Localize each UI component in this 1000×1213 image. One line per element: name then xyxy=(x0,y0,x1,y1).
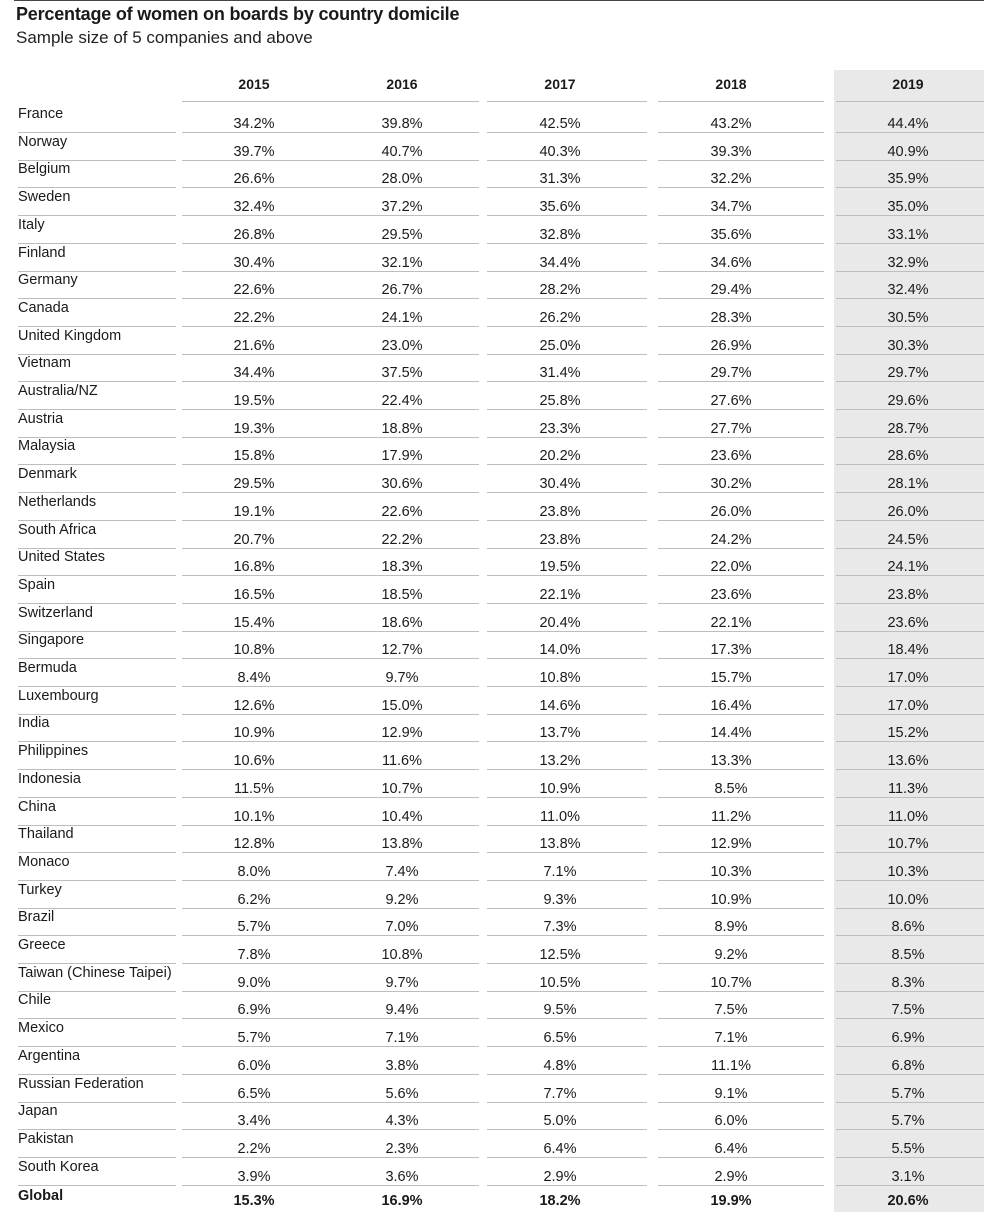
value-cell-2017: 23.8% xyxy=(539,531,581,548)
country-label: France xyxy=(18,106,64,122)
value-cell-2018: 19.9% xyxy=(710,1193,752,1210)
value-cell-2018: 16.4% xyxy=(710,697,752,714)
value-cell-2016: 12.9% xyxy=(381,725,423,742)
value-cell-2016: 18.3% xyxy=(381,559,423,576)
value-cell-2018: 27.7% xyxy=(710,420,752,437)
table-row xyxy=(0,161,1000,188)
value-cell-2017: 40.3% xyxy=(539,143,581,160)
country-label: Canada xyxy=(18,299,69,316)
value-cell-2017: 25.8% xyxy=(539,393,581,409)
table-row xyxy=(0,217,1000,244)
value-cell-2015: 10.8% xyxy=(233,642,275,659)
value-cell-2019: 6.8% xyxy=(891,1057,925,1074)
value-cell-2015: 3.9% xyxy=(237,1168,271,1185)
value-cell-2019: 10.3% xyxy=(887,863,929,880)
value-cell-2018: 8.5% xyxy=(714,780,748,797)
value-cell-2019: 11.0% xyxy=(887,808,929,825)
table-row xyxy=(0,992,1000,1019)
value-cell-2015: 15.4% xyxy=(233,614,275,631)
country-label: Germany xyxy=(18,272,78,289)
table-row xyxy=(0,743,1000,770)
country-label: Sweden xyxy=(18,189,71,206)
table-row xyxy=(0,854,1000,881)
country-label: Malaysia xyxy=(18,438,76,455)
value-cell-2018: 34.7% xyxy=(710,199,752,216)
value-cell-2015: 8.0% xyxy=(237,863,271,880)
table-row xyxy=(0,383,1000,410)
country-label: Thailand xyxy=(18,826,74,843)
table-row xyxy=(0,882,1000,909)
value-cell-2016: 10.4% xyxy=(381,808,423,825)
value-cell-2017: 13.8% xyxy=(539,836,581,853)
value-cell-2018: 29.7% xyxy=(710,365,752,382)
value-cell-2016: 29.5% xyxy=(381,226,423,243)
value-cell-2019: 20.6% xyxy=(887,1193,929,1210)
value-cell-2015: 16.8% xyxy=(233,559,275,576)
table-row xyxy=(0,1131,1000,1158)
country-label: Greece xyxy=(18,937,66,953)
top-rule xyxy=(14,0,984,1)
table-row xyxy=(0,1076,1000,1103)
value-cell-2015: 32.4% xyxy=(233,199,275,216)
value-cell-2016: 40.7% xyxy=(381,143,423,160)
value-cell-2019: 32.9% xyxy=(887,254,929,271)
table-row xyxy=(0,272,1000,299)
value-cell-2019: 15.2% xyxy=(887,725,929,742)
country-label: Austria xyxy=(18,410,64,427)
value-cell-2016: 7.1% xyxy=(385,1030,419,1047)
value-cell-2017: 10.9% xyxy=(539,780,581,797)
country-label: Chile xyxy=(18,992,52,1009)
value-cell-2015: 10.6% xyxy=(233,753,275,770)
value-cell-2018: 28.3% xyxy=(710,309,752,326)
country-label: Belgium xyxy=(18,161,71,178)
value-cell-2019: 40.9% xyxy=(887,143,929,160)
country-label: China xyxy=(18,798,56,815)
country-label: Global xyxy=(18,1188,64,1205)
table-row xyxy=(0,355,1000,382)
value-cell-2019: 29.6% xyxy=(887,393,929,409)
value-cell-2015: 30.4% xyxy=(233,254,275,271)
value-cell-2015: 22.2% xyxy=(233,309,275,326)
value-cell-2016: 26.7% xyxy=(381,282,423,299)
value-cell-2016: 18.8% xyxy=(381,420,423,437)
value-cell-2015: 5.7% xyxy=(237,1030,271,1047)
value-cell-2018: 12.9% xyxy=(710,836,752,853)
value-cell-2017: 23.3% xyxy=(539,420,581,437)
value-cell-2018: 24.2% xyxy=(710,531,752,548)
value-cell-2017: 9.5% xyxy=(543,1002,577,1019)
table-row xyxy=(0,189,1000,216)
table-row xyxy=(0,605,1000,632)
value-cell-2016: 7.4% xyxy=(385,863,419,880)
table-row xyxy=(0,1159,1000,1186)
table-row xyxy=(0,799,1000,826)
value-cell-2018: 6.4% xyxy=(714,1140,748,1157)
value-cell-2015: 3.4% xyxy=(237,1113,271,1130)
chart-title: Percentage of women on boards by country domicile xyxy=(16,4,460,24)
value-cell-2018: 23.6% xyxy=(710,448,752,465)
value-cell-2019: 28.1% xyxy=(887,476,929,493)
table-row xyxy=(0,715,1000,742)
value-cell-2016: 39.8% xyxy=(381,116,423,132)
table-row xyxy=(0,1048,1000,1075)
value-cell-2015: 12.8% xyxy=(233,836,275,853)
table-row xyxy=(0,660,1000,687)
value-cell-2018: 8.9% xyxy=(714,919,748,936)
value-cell-2017: 14.6% xyxy=(539,697,581,714)
value-cell-2019: 35.0% xyxy=(887,199,929,216)
country-label: Luxembourg xyxy=(18,687,99,704)
value-cell-2019: 33.1% xyxy=(887,226,929,243)
value-cell-2016: 3.6% xyxy=(385,1168,419,1185)
value-cell-2015: 16.5% xyxy=(233,586,275,603)
table-row xyxy=(0,134,1000,161)
value-cell-2018: 13.3% xyxy=(710,753,752,770)
value-cell-2016: 22.2% xyxy=(381,531,423,548)
value-cell-2017: 6.4% xyxy=(543,1140,577,1157)
value-cell-2018: 9.2% xyxy=(714,947,748,963)
value-cell-2017: 7.3% xyxy=(543,919,577,936)
country-label: Japan xyxy=(18,1103,58,1120)
header-rule xyxy=(335,101,479,102)
value-cell-2017: 20.4% xyxy=(539,614,581,631)
value-cell-2015: 22.6% xyxy=(233,282,275,299)
value-cell-2015: 21.6% xyxy=(233,337,275,354)
table-row xyxy=(0,826,1000,853)
country-label: Mexico xyxy=(18,1020,64,1037)
value-cell-2015: 10.9% xyxy=(233,725,275,742)
value-cell-2015: 8.4% xyxy=(237,670,271,686)
country-label: Italy xyxy=(18,216,45,233)
value-cell-2018: 10.3% xyxy=(710,863,752,880)
country-label: Pakistan xyxy=(18,1130,74,1147)
value-cell-2015: 15.8% xyxy=(233,448,275,465)
value-cell-2015: 6.2% xyxy=(237,891,271,908)
value-cell-2019: 5.7% xyxy=(891,1085,925,1102)
value-cell-2019: 11.3% xyxy=(887,780,929,797)
table-row xyxy=(0,771,1000,798)
value-cell-2018: 10.7% xyxy=(710,974,752,991)
value-cell-2015: 11.5% xyxy=(233,780,275,797)
value-cell-2018: 32.2% xyxy=(710,171,752,188)
value-cell-2019: 28.7% xyxy=(887,420,929,437)
value-cell-2019: 30.5% xyxy=(887,309,929,326)
value-cell-2018: 15.7% xyxy=(710,670,752,686)
value-cell-2019: 28.6% xyxy=(887,448,929,465)
value-cell-2018: 9.1% xyxy=(714,1085,748,1102)
table-row xyxy=(0,577,1000,604)
value-cell-2018: 23.6% xyxy=(710,586,752,603)
table-row xyxy=(0,909,1000,936)
country-label: Philippines xyxy=(18,743,89,760)
value-cell-2017: 2.9% xyxy=(543,1168,577,1185)
value-cell-2018: 27.6% xyxy=(710,393,752,409)
value-cell-2016: 37.2% xyxy=(381,199,423,216)
value-cell-2019: 26.0% xyxy=(887,503,929,520)
value-cell-2016: 13.8% xyxy=(381,836,423,853)
value-cell-2019: 7.5% xyxy=(891,1002,925,1019)
value-cell-2018: 14.4% xyxy=(710,725,752,742)
value-cell-2016: 22.4% xyxy=(381,393,423,409)
value-cell-2015: 19.5% xyxy=(233,393,275,409)
country-label: Brazil xyxy=(18,909,55,926)
country-label: Singapore xyxy=(18,632,85,649)
value-cell-2017: 28.2% xyxy=(539,282,581,299)
value-cell-2017: 4.8% xyxy=(543,1057,577,1074)
value-cell-2019: 24.1% xyxy=(887,559,929,576)
value-cell-2019: 17.0% xyxy=(887,697,929,714)
value-cell-2019: 10.7% xyxy=(887,836,929,853)
country-label: Norway xyxy=(18,133,68,150)
value-cell-2018: 26.0% xyxy=(710,503,752,520)
value-cell-2015: 26.6% xyxy=(233,171,275,188)
country-label: United Kingdom xyxy=(18,327,122,344)
value-cell-2017: 10.5% xyxy=(539,974,581,991)
value-cell-2019: 8.6% xyxy=(891,919,925,936)
value-cell-2016: 22.6% xyxy=(381,503,423,520)
value-cell-2015: 2.2% xyxy=(237,1140,271,1157)
value-cell-2016: 2.3% xyxy=(385,1140,419,1157)
country-label: Australia/NZ xyxy=(18,383,98,399)
value-cell-2018: 43.2% xyxy=(710,116,752,132)
header-rule xyxy=(182,101,350,102)
value-cell-2019: 23.6% xyxy=(887,614,929,631)
value-cell-2018: 7.1% xyxy=(714,1030,748,1047)
value-cell-2019: 30.3% xyxy=(887,337,929,354)
value-cell-2018: 26.9% xyxy=(710,337,752,354)
column-header-2019: 2019 xyxy=(892,76,924,92)
country-label: South Korea xyxy=(18,1158,99,1175)
value-cell-2017: 25.0% xyxy=(539,337,581,354)
value-cell-2018: 11.1% xyxy=(710,1057,752,1074)
value-cell-2017: 19.5% xyxy=(539,559,581,576)
value-cell-2017: 5.0% xyxy=(543,1113,577,1130)
country-label: Finland xyxy=(18,244,66,261)
value-cell-2015: 29.5% xyxy=(233,476,275,493)
value-cell-2019: 32.4% xyxy=(887,282,929,299)
country-label: Netherlands xyxy=(18,493,97,510)
table-row xyxy=(0,245,1000,272)
value-cell-2019: 8.5% xyxy=(891,947,925,963)
value-cell-2017: 9.3% xyxy=(543,891,577,908)
value-cell-2016: 9.2% xyxy=(385,891,419,908)
value-cell-2019: 6.9% xyxy=(891,1030,925,1047)
column-header-2016: 2016 xyxy=(386,76,418,92)
value-cell-2017: 26.2% xyxy=(539,309,581,326)
table-row xyxy=(0,549,1000,576)
value-cell-2015: 6.0% xyxy=(237,1057,271,1074)
column-header-2015: 2015 xyxy=(238,76,270,92)
country-label: Switzerland xyxy=(18,604,93,621)
table-row xyxy=(0,494,1000,521)
table-row xyxy=(0,438,1000,465)
value-cell-2019: 17.0% xyxy=(887,670,929,686)
value-cell-2016: 17.9% xyxy=(381,448,423,465)
value-cell-2017: 10.8% xyxy=(539,670,581,686)
value-cell-2015: 39.7% xyxy=(233,143,275,160)
value-cell-2015: 12.6% xyxy=(233,697,275,714)
column-header-2017: 2017 xyxy=(544,76,576,92)
value-cell-2017: 7.1% xyxy=(543,863,577,880)
value-cell-2016: 4.3% xyxy=(385,1113,419,1130)
value-cell-2016: 5.6% xyxy=(385,1085,419,1102)
value-cell-2016: 18.5% xyxy=(381,586,423,603)
value-cell-2016: 32.1% xyxy=(381,254,423,271)
country-label: Russian Federation xyxy=(18,1075,144,1092)
value-cell-2018: 35.6% xyxy=(710,226,752,243)
country-label: Turkey xyxy=(18,881,62,898)
country-label: United States xyxy=(18,549,106,566)
table-row xyxy=(0,522,1000,549)
country-label: Spain xyxy=(18,576,56,593)
country-label: Indonesia xyxy=(18,770,81,787)
value-cell-2015: 5.7% xyxy=(237,919,271,936)
value-cell-2017: 14.0% xyxy=(539,642,581,659)
table-row xyxy=(0,688,1000,715)
table-row xyxy=(0,300,1000,327)
value-cell-2015: 26.8% xyxy=(233,226,275,243)
value-cell-2015: 9.0% xyxy=(237,974,271,991)
value-cell-2016: 30.6% xyxy=(381,476,423,493)
value-cell-2017: 34.4% xyxy=(539,254,581,271)
country-label: Monaco xyxy=(18,853,70,870)
value-cell-2017: 11.0% xyxy=(539,808,581,825)
header-rule xyxy=(658,101,824,102)
value-cell-2019: 44.4% xyxy=(887,116,929,132)
value-cell-2016: 28.0% xyxy=(381,171,423,188)
value-cell-2016: 10.8% xyxy=(381,947,423,963)
value-cell-2016: 10.7% xyxy=(381,780,423,797)
value-cell-2015: 20.7% xyxy=(233,531,275,548)
header-rule xyxy=(487,101,647,102)
country-label: Denmark xyxy=(18,466,77,483)
country-label: South Africa xyxy=(18,521,97,538)
value-cell-2015: 19.3% xyxy=(233,420,275,437)
value-cell-2016: 7.0% xyxy=(385,919,419,936)
value-cell-2017: 6.5% xyxy=(543,1030,577,1047)
value-cell-2019: 5.5% xyxy=(891,1140,925,1157)
value-cell-2015: 6.9% xyxy=(237,1002,271,1019)
table-row xyxy=(0,1020,1000,1047)
value-cell-2016: 16.9% xyxy=(381,1193,423,1210)
value-cell-2016: 37.5% xyxy=(381,365,423,382)
value-cell-2018: 11.2% xyxy=(710,808,752,825)
column-header-2018: 2018 xyxy=(715,76,747,92)
value-cell-2015: 6.5% xyxy=(237,1085,271,1102)
table-row xyxy=(0,106,1000,133)
value-cell-2015: 10.1% xyxy=(233,808,275,825)
value-cell-2017: 35.6% xyxy=(539,199,581,216)
chart-subtitle: Sample size of 5 companies and above xyxy=(16,28,313,47)
value-cell-2018: 10.9% xyxy=(710,891,752,908)
value-cell-2017: 20.2% xyxy=(539,448,581,465)
value-cell-2017: 42.5% xyxy=(539,116,581,132)
value-cell-2017: 30.4% xyxy=(539,476,581,493)
value-cell-2018: 22.0% xyxy=(710,559,752,576)
value-cell-2019: 18.4% xyxy=(887,642,929,659)
value-cell-2016: 15.0% xyxy=(381,697,423,714)
value-cell-2015: 34.4% xyxy=(233,365,275,382)
value-cell-2017: 18.2% xyxy=(539,1193,581,1210)
value-cell-2019: 24.5% xyxy=(887,531,929,548)
table-row xyxy=(0,632,1000,659)
value-cell-2018: 2.9% xyxy=(714,1168,748,1185)
country-label: Vietnam xyxy=(18,355,71,372)
value-cell-2017: 13.2% xyxy=(539,753,581,770)
value-cell-2017: 31.4% xyxy=(539,365,581,382)
table-row xyxy=(0,1103,1000,1130)
value-cell-2019: 5.7% xyxy=(891,1113,925,1130)
country-label: Taiwan (Chinese Taipei) xyxy=(18,964,172,981)
value-cell-2018: 39.3% xyxy=(710,143,752,160)
value-cell-2017: 22.1% xyxy=(539,586,581,603)
country-label: Bermuda xyxy=(18,660,77,676)
table-row xyxy=(0,937,1000,964)
table-row xyxy=(0,965,1000,992)
value-cell-2018: 30.2% xyxy=(710,476,752,493)
value-cell-2017: 7.7% xyxy=(543,1085,577,1102)
table-row xyxy=(0,466,1000,493)
value-cell-2019: 8.3% xyxy=(891,974,925,991)
value-cell-2015: 19.1% xyxy=(233,503,275,520)
value-cell-2018: 17.3% xyxy=(710,642,752,659)
header-rule xyxy=(836,101,984,102)
value-cell-2015: 34.2% xyxy=(233,116,275,132)
country-label: Argentina xyxy=(18,1047,81,1064)
table-row xyxy=(0,328,1000,355)
value-cell-2019: 29.7% xyxy=(887,365,929,382)
value-cell-2019: 35.9% xyxy=(887,171,929,188)
value-cell-2018: 34.6% xyxy=(710,254,752,271)
country-label: India xyxy=(18,715,50,732)
value-cell-2016: 9.4% xyxy=(385,1002,419,1019)
value-cell-2019: 10.0% xyxy=(887,891,929,908)
value-cell-2019: 13.6% xyxy=(887,753,929,770)
value-cell-2017: 13.7% xyxy=(539,725,581,742)
value-cell-2017: 31.3% xyxy=(539,171,581,188)
value-cell-2016: 23.0% xyxy=(381,337,423,354)
value-cell-2017: 23.8% xyxy=(539,503,581,520)
value-cell-2015: 15.3% xyxy=(233,1193,275,1210)
value-cell-2017: 32.8% xyxy=(539,226,581,243)
value-cell-2016: 12.7% xyxy=(381,642,423,659)
value-cell-2016: 24.1% xyxy=(381,309,423,326)
value-cell-2016: 3.8% xyxy=(385,1057,419,1074)
value-cell-2018: 6.0% xyxy=(714,1113,748,1130)
value-cell-2016: 9.7% xyxy=(385,974,419,991)
value-cell-2018: 7.5% xyxy=(714,1002,748,1019)
value-cell-2017: 12.5% xyxy=(539,947,581,963)
total-row xyxy=(0,1186,1000,1213)
value-cell-2018: 29.4% xyxy=(710,282,752,299)
value-cell-2016: 9.7% xyxy=(385,670,419,686)
value-cell-2018: 22.1% xyxy=(710,614,752,631)
value-cell-2019: 3.1% xyxy=(891,1168,925,1185)
value-cell-2015: 7.8% xyxy=(237,947,271,963)
table-row xyxy=(0,411,1000,438)
value-cell-2019: 23.8% xyxy=(887,586,929,603)
value-cell-2016: 11.6% xyxy=(381,753,423,770)
value-cell-2016: 18.6% xyxy=(381,614,423,631)
